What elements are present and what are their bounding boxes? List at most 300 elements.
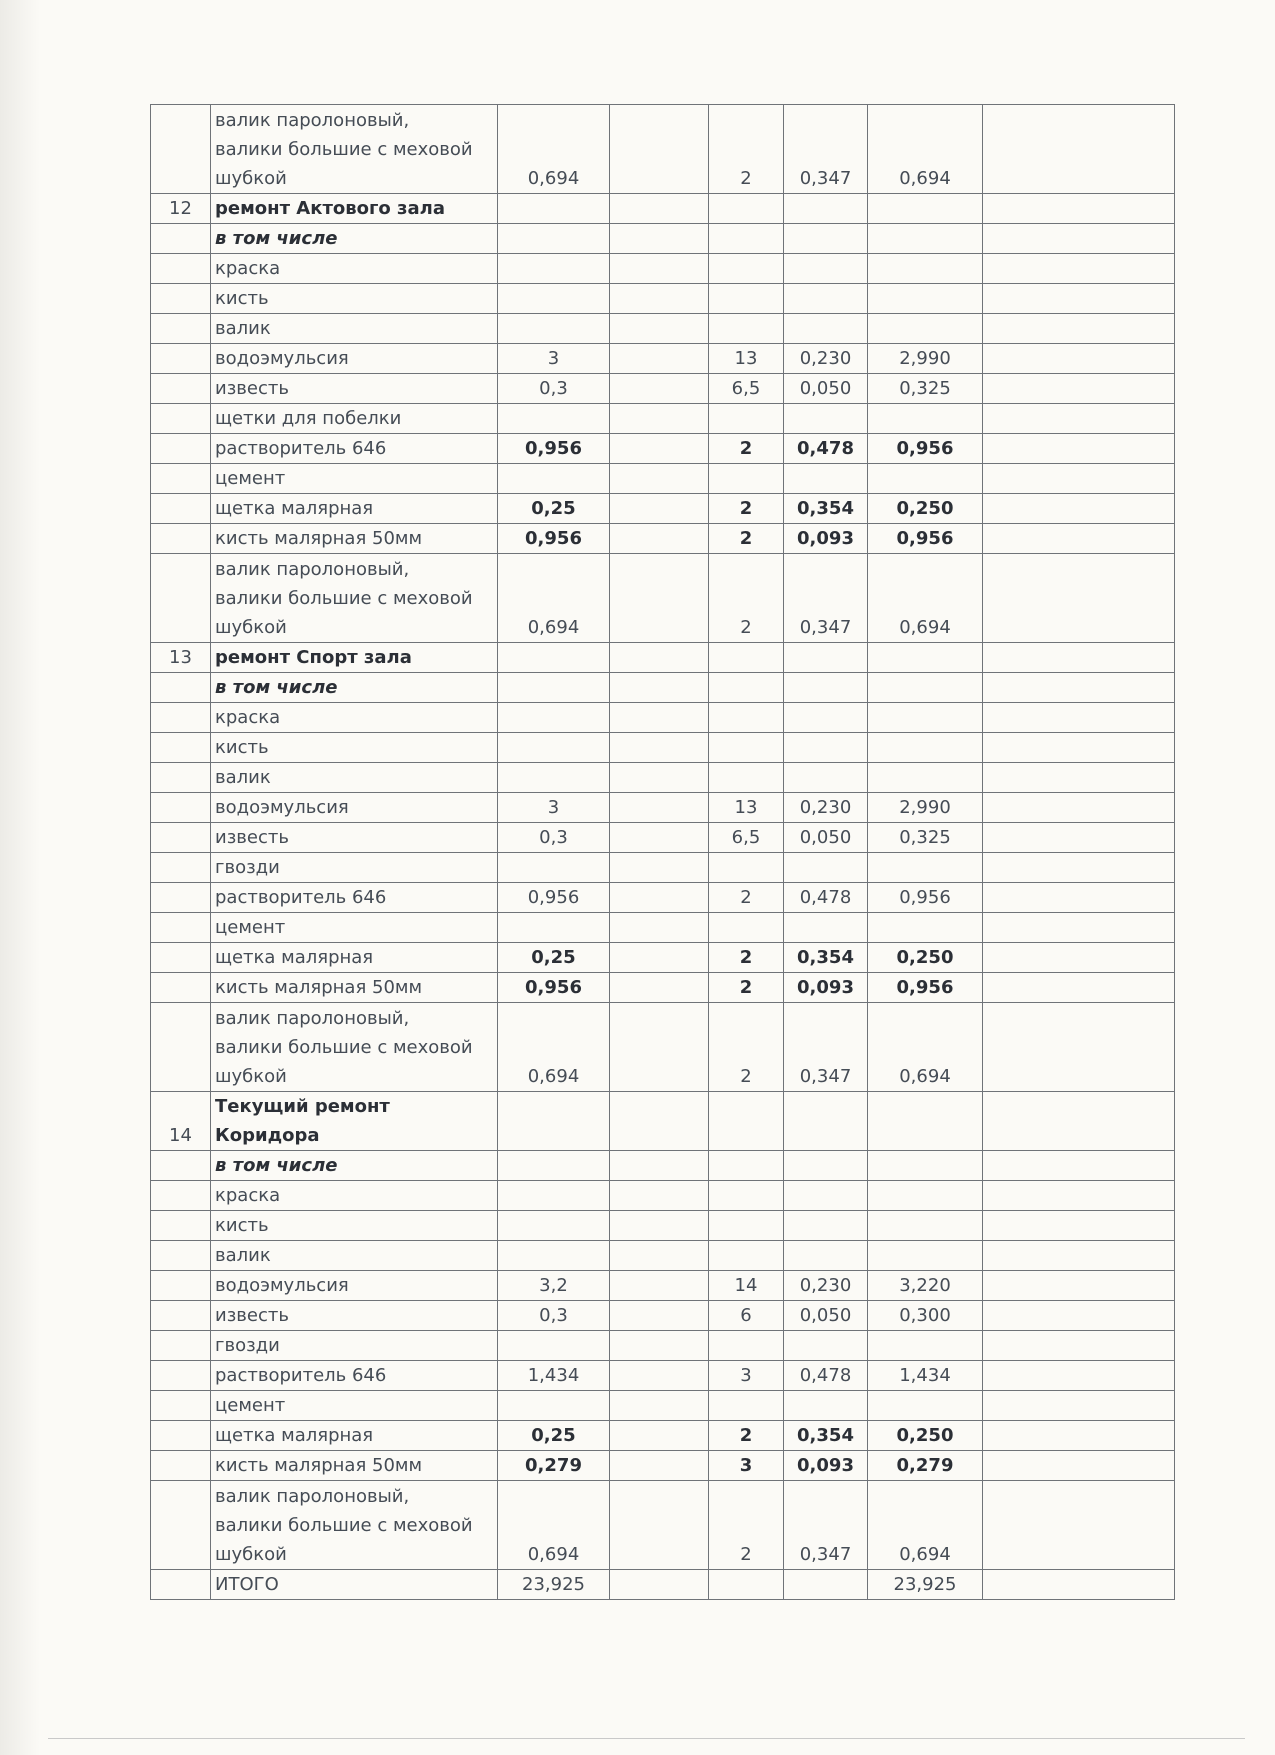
empty-cell	[983, 524, 1175, 554]
price-cell: 0,230	[784, 1271, 868, 1301]
item-name-cell: ремонт Актового зала	[211, 194, 498, 224]
quantity-cell	[498, 913, 610, 943]
empty-cell	[983, 105, 1175, 194]
empty-cell	[983, 643, 1175, 673]
item-name-cell: кисть	[211, 284, 498, 314]
quantity-cell: 0,956	[498, 434, 610, 464]
count-cell	[709, 1331, 784, 1361]
table-row	[151, 853, 1175, 883]
count-cell	[709, 224, 784, 254]
row-number-cell	[151, 1421, 211, 1451]
empty-cell	[983, 404, 1175, 434]
table-row	[151, 763, 1175, 793]
sum-cell	[868, 464, 983, 494]
quantity-cell: 3	[498, 344, 610, 374]
table-row	[151, 1421, 1175, 1451]
empty-cell	[610, 105, 709, 194]
count-cell: 3	[709, 1451, 784, 1481]
price-cell: 0,230	[784, 793, 868, 823]
row-number-cell	[151, 1301, 211, 1331]
price-cell	[784, 733, 868, 763]
sum-cell: 23,925	[868, 1570, 983, 1600]
sum-cell	[868, 643, 983, 673]
sum-cell	[868, 1181, 983, 1211]
count-cell	[709, 913, 784, 943]
item-name-cell: водоэмульсия	[211, 344, 498, 374]
quantity-cell	[498, 254, 610, 284]
table-row	[151, 1003, 1175, 1092]
sum-cell: 0,250	[868, 943, 983, 973]
sum-cell: 2,990	[868, 344, 983, 374]
sum-cell: 0,694	[868, 1481, 983, 1570]
table-row	[151, 703, 1175, 733]
sum-cell: 1,434	[868, 1361, 983, 1391]
quantity-cell: 3,2	[498, 1271, 610, 1301]
sum-cell: 0,956	[868, 883, 983, 913]
price-cell	[784, 1181, 868, 1211]
empty-cell	[610, 1181, 709, 1211]
quantity-cell: 0,694	[498, 105, 610, 194]
table-row	[151, 1271, 1175, 1301]
empty-cell	[610, 1092, 709, 1151]
item-name-cell: кисть	[211, 733, 498, 763]
count-cell	[709, 853, 784, 883]
empty-cell	[610, 763, 709, 793]
price-cell	[784, 254, 868, 284]
quantity-cell	[498, 1241, 610, 1271]
table-row	[151, 1211, 1175, 1241]
row-number-cell	[151, 464, 211, 494]
quantity-cell: 0,3	[498, 374, 610, 404]
empty-cell	[610, 1391, 709, 1421]
table-row	[151, 943, 1175, 973]
table-row	[151, 105, 1175, 194]
empty-cell	[610, 434, 709, 464]
empty-cell	[983, 1331, 1175, 1361]
quantity-cell	[498, 643, 610, 673]
quantity-cell	[498, 763, 610, 793]
table-row	[151, 1481, 1175, 1570]
sum-cell: 0,956	[868, 434, 983, 464]
quantity-cell	[498, 464, 610, 494]
empty-cell	[610, 1003, 709, 1092]
empty-cell	[983, 1421, 1175, 1451]
count-cell: 6	[709, 1301, 784, 1331]
table-row	[151, 464, 1175, 494]
row-number-cell: 14	[151, 1092, 211, 1151]
count-cell	[709, 314, 784, 344]
empty-cell	[610, 1481, 709, 1570]
quantity-cell	[498, 224, 610, 254]
item-name-cell: щетка малярная	[211, 494, 498, 524]
empty-cell	[983, 1241, 1175, 1271]
quantity-cell: 0,694	[498, 1003, 610, 1092]
empty-cell	[983, 494, 1175, 524]
empty-cell	[610, 673, 709, 703]
count-cell	[709, 404, 784, 434]
price-cell	[784, 1570, 868, 1600]
quantity-cell	[498, 1181, 610, 1211]
table-row	[151, 883, 1175, 913]
table-body	[151, 105, 1175, 1600]
item-name-cell: водоэмульсия	[211, 793, 498, 823]
item-name-cell: валик паролоновый, валики большие с меховой шубкой	[211, 105, 498, 194]
item-name-cell: валик паролоновый, валики большие с меховой шубкой	[211, 1003, 498, 1092]
sum-cell	[868, 673, 983, 703]
row-number-cell	[151, 494, 211, 524]
price-cell: 0,050	[784, 1301, 868, 1331]
row-number-cell	[151, 1391, 211, 1421]
sum-cell	[868, 194, 983, 224]
sum-cell	[868, 763, 983, 793]
count-cell	[709, 1391, 784, 1421]
item-name-cell: валик	[211, 1241, 498, 1271]
table-row	[151, 793, 1175, 823]
empty-cell	[610, 284, 709, 314]
quantity-cell	[498, 673, 610, 703]
empty-cell	[983, 1003, 1175, 1092]
table-row	[151, 823, 1175, 853]
empty-cell	[983, 1181, 1175, 1211]
row-number-cell	[151, 284, 211, 314]
sum-cell: 2,990	[868, 793, 983, 823]
sum-cell	[868, 1331, 983, 1361]
empty-cell	[610, 853, 709, 883]
empty-cell	[610, 793, 709, 823]
quantity-cell	[498, 1331, 610, 1361]
count-cell: 2	[709, 883, 784, 913]
quantity-cell	[498, 703, 610, 733]
quantity-cell	[498, 194, 610, 224]
count-cell	[709, 1211, 784, 1241]
row-number-cell	[151, 1241, 211, 1271]
row-number-cell	[151, 434, 211, 464]
quantity-cell	[498, 1151, 610, 1181]
sum-cell	[868, 913, 983, 943]
table-row	[151, 673, 1175, 703]
empty-cell	[983, 464, 1175, 494]
table-row	[151, 1151, 1175, 1181]
item-name-cell: известь	[211, 823, 498, 853]
quantity-cell	[498, 1211, 610, 1241]
count-cell	[709, 733, 784, 763]
item-name-cell: щетка малярная	[211, 1421, 498, 1451]
price-cell: 0,478	[784, 883, 868, 913]
row-number-cell	[151, 853, 211, 883]
empty-cell	[983, 374, 1175, 404]
empty-cell	[610, 883, 709, 913]
empty-cell	[983, 763, 1175, 793]
empty-cell	[983, 883, 1175, 913]
table-row	[151, 284, 1175, 314]
row-number-cell	[151, 943, 211, 973]
count-cell: 2	[709, 494, 784, 524]
sum-cell: 0,279	[868, 1451, 983, 1481]
count-cell	[709, 1241, 784, 1271]
quantity-cell: 0,694	[498, 554, 610, 643]
row-number-cell	[151, 1211, 211, 1241]
row-number-cell	[151, 254, 211, 284]
count-cell	[709, 763, 784, 793]
empty-cell	[983, 673, 1175, 703]
row-number-cell	[151, 1003, 211, 1092]
price-cell	[784, 1241, 868, 1271]
sum-cell: 0,300	[868, 1301, 983, 1331]
row-number-cell	[151, 973, 211, 1003]
empty-cell	[983, 1092, 1175, 1151]
row-number-cell	[151, 1361, 211, 1391]
price-cell	[784, 853, 868, 883]
price-cell	[784, 464, 868, 494]
empty-cell	[610, 344, 709, 374]
sum-cell: 0,325	[868, 823, 983, 853]
sum-cell	[868, 284, 983, 314]
quantity-cell	[498, 314, 610, 344]
empty-cell	[983, 1211, 1175, 1241]
count-cell: 2	[709, 434, 784, 464]
empty-cell	[610, 374, 709, 404]
quantity-cell: 23,925	[498, 1570, 610, 1600]
table-row	[151, 224, 1175, 254]
count-cell: 2	[709, 524, 784, 554]
quantity-cell: 0,956	[498, 973, 610, 1003]
row-number-cell	[151, 554, 211, 643]
price-cell: 0,093	[784, 1451, 868, 1481]
price-cell	[784, 1151, 868, 1181]
row-number-cell	[151, 763, 211, 793]
row-number-cell	[151, 1451, 211, 1481]
price-cell: 0,478	[784, 1361, 868, 1391]
row-number-cell	[151, 1331, 211, 1361]
empty-cell	[610, 733, 709, 763]
count-cell	[709, 1181, 784, 1211]
item-name-cell: валик паролоновый, валики большие с меховой шубкой	[211, 554, 498, 643]
item-name-cell: валик	[211, 763, 498, 793]
row-number-cell	[151, 404, 211, 434]
table-row	[151, 1181, 1175, 1211]
count-cell: 13	[709, 793, 784, 823]
empty-cell	[610, 973, 709, 1003]
row-number-cell	[151, 1151, 211, 1181]
count-cell: 2	[709, 943, 784, 973]
quantity-cell: 3	[498, 793, 610, 823]
empty-cell	[983, 314, 1175, 344]
empty-cell	[610, 643, 709, 673]
empty-cell	[983, 224, 1175, 254]
row-number-cell	[151, 374, 211, 404]
empty-cell	[983, 1570, 1175, 1600]
row-number-cell	[151, 344, 211, 374]
table-row	[151, 733, 1175, 763]
sum-cell	[868, 314, 983, 344]
count-cell	[709, 1092, 784, 1151]
row-number-cell	[151, 1181, 211, 1211]
empty-cell	[983, 1361, 1175, 1391]
quantity-cell: 0,25	[498, 1421, 610, 1451]
sum-cell: 0,694	[868, 1003, 983, 1092]
sum-cell: 0,956	[868, 973, 983, 1003]
table-row	[151, 913, 1175, 943]
price-cell	[784, 194, 868, 224]
empty-cell	[610, 1241, 709, 1271]
row-number-cell: 13	[151, 643, 211, 673]
price-cell	[784, 404, 868, 434]
price-cell: 0,354	[784, 943, 868, 973]
empty-cell	[610, 1151, 709, 1181]
quantity-cell: 0,279	[498, 1451, 610, 1481]
table-row	[151, 1241, 1175, 1271]
price-cell	[784, 913, 868, 943]
empty-cell	[610, 1211, 709, 1241]
empty-cell	[610, 1451, 709, 1481]
item-name-cell: валик паролоновый, валики большие с меховой шубкой	[211, 1481, 498, 1570]
empty-cell	[983, 1481, 1175, 1570]
page-bottom-rule	[48, 1738, 1245, 1739]
empty-cell	[983, 344, 1175, 374]
count-cell: 2	[709, 554, 784, 643]
price-cell: 0,354	[784, 1421, 868, 1451]
count-cell: 3	[709, 1361, 784, 1391]
price-cell: 0,354	[784, 494, 868, 524]
item-name-cell: водоэмульсия	[211, 1271, 498, 1301]
empty-cell	[983, 853, 1175, 883]
price-cell	[784, 703, 868, 733]
price-cell: 0,050	[784, 823, 868, 853]
quantity-cell: 0,25	[498, 494, 610, 524]
row-number-cell	[151, 883, 211, 913]
empty-cell	[610, 314, 709, 344]
item-name-cell: щетка малярная	[211, 943, 498, 973]
table-row	[151, 194, 1175, 224]
empty-cell	[983, 554, 1175, 643]
price-cell: 0,478	[784, 434, 868, 464]
empty-cell	[983, 703, 1175, 733]
count-cell: 6,5	[709, 823, 784, 853]
empty-cell	[983, 913, 1175, 943]
row-number-cell	[151, 1570, 211, 1600]
empty-cell	[983, 254, 1175, 284]
quantity-cell	[498, 733, 610, 763]
item-name-cell: кисть малярная 50мм	[211, 973, 498, 1003]
total-row	[151, 1570, 1175, 1600]
empty-cell	[983, 973, 1175, 1003]
empty-cell	[610, 464, 709, 494]
empty-cell	[610, 1271, 709, 1301]
count-cell: 2	[709, 1421, 784, 1451]
count-cell: 2	[709, 1003, 784, 1092]
item-name-cell: краска	[211, 703, 498, 733]
item-name-cell: растворитель 646	[211, 434, 498, 464]
row-number-cell	[151, 105, 211, 194]
item-name-cell: ремонт Спорт зала	[211, 643, 498, 673]
table-row	[151, 973, 1175, 1003]
quantity-cell	[498, 404, 610, 434]
sum-cell	[868, 1151, 983, 1181]
quantity-cell: 0,956	[498, 524, 610, 554]
quantity-cell: 0,3	[498, 1301, 610, 1331]
price-cell: 0,347	[784, 105, 868, 194]
empty-cell	[610, 194, 709, 224]
table-row	[151, 1451, 1175, 1481]
price-cell: 0,050	[784, 374, 868, 404]
sum-cell: 0,250	[868, 494, 983, 524]
item-name-cell: кисть малярная 50мм	[211, 524, 498, 554]
sum-cell	[868, 733, 983, 763]
item-name-cell: кисть малярная 50мм	[211, 1451, 498, 1481]
empty-cell	[610, 823, 709, 853]
row-number-cell	[151, 913, 211, 943]
row-number-cell: 12	[151, 194, 211, 224]
sum-cell: 0,694	[868, 554, 983, 643]
count-cell	[709, 284, 784, 314]
empty-cell	[983, 793, 1175, 823]
row-number-cell	[151, 823, 211, 853]
quantity-cell: 0,694	[498, 1481, 610, 1570]
price-cell	[784, 314, 868, 344]
empty-cell	[610, 913, 709, 943]
count-cell	[709, 194, 784, 224]
empty-cell	[983, 434, 1175, 464]
empty-cell	[610, 1361, 709, 1391]
empty-cell	[610, 703, 709, 733]
table-row	[151, 1361, 1175, 1391]
quantity-cell: 1,434	[498, 1361, 610, 1391]
empty-cell	[983, 194, 1175, 224]
price-cell	[784, 1092, 868, 1151]
item-name-cell: Текущий ремонт Коридора	[211, 1092, 498, 1151]
quantity-cell	[498, 1092, 610, 1151]
sum-cell	[868, 404, 983, 434]
empty-cell	[983, 1391, 1175, 1421]
item-name-cell: щетки для побелки	[211, 404, 498, 434]
count-cell	[709, 673, 784, 703]
empty-cell	[983, 733, 1175, 763]
empty-cell	[610, 1331, 709, 1361]
table-row	[151, 643, 1175, 673]
count-cell: 2	[709, 1481, 784, 1570]
row-number-cell	[151, 224, 211, 254]
item-name-cell: ИТОГО	[211, 1570, 498, 1600]
empty-cell	[983, 1151, 1175, 1181]
item-name-cell: в том числе	[211, 224, 498, 254]
count-cell: 6,5	[709, 374, 784, 404]
count-cell: 14	[709, 1271, 784, 1301]
item-name-cell: гвозди	[211, 1331, 498, 1361]
price-cell	[784, 224, 868, 254]
item-name-cell: валик	[211, 314, 498, 344]
price-cell: 0,347	[784, 1003, 868, 1092]
table-row	[151, 1301, 1175, 1331]
empty-cell	[983, 1271, 1175, 1301]
sum-cell	[868, 1211, 983, 1241]
sum-cell	[868, 1391, 983, 1421]
count-cell	[709, 703, 784, 733]
empty-cell	[610, 943, 709, 973]
price-cell: 0,093	[784, 973, 868, 1003]
row-number-cell	[151, 1271, 211, 1301]
table-row	[151, 374, 1175, 404]
table-row	[151, 1391, 1175, 1421]
sum-cell	[868, 853, 983, 883]
empty-cell	[610, 1570, 709, 1600]
sum-cell	[868, 1092, 983, 1151]
price-cell: 0,347	[784, 554, 868, 643]
empty-cell	[610, 1301, 709, 1331]
quantity-cell: 0,956	[498, 883, 610, 913]
empty-cell	[610, 1421, 709, 1451]
table-row	[151, 314, 1175, 344]
price-cell	[784, 284, 868, 314]
